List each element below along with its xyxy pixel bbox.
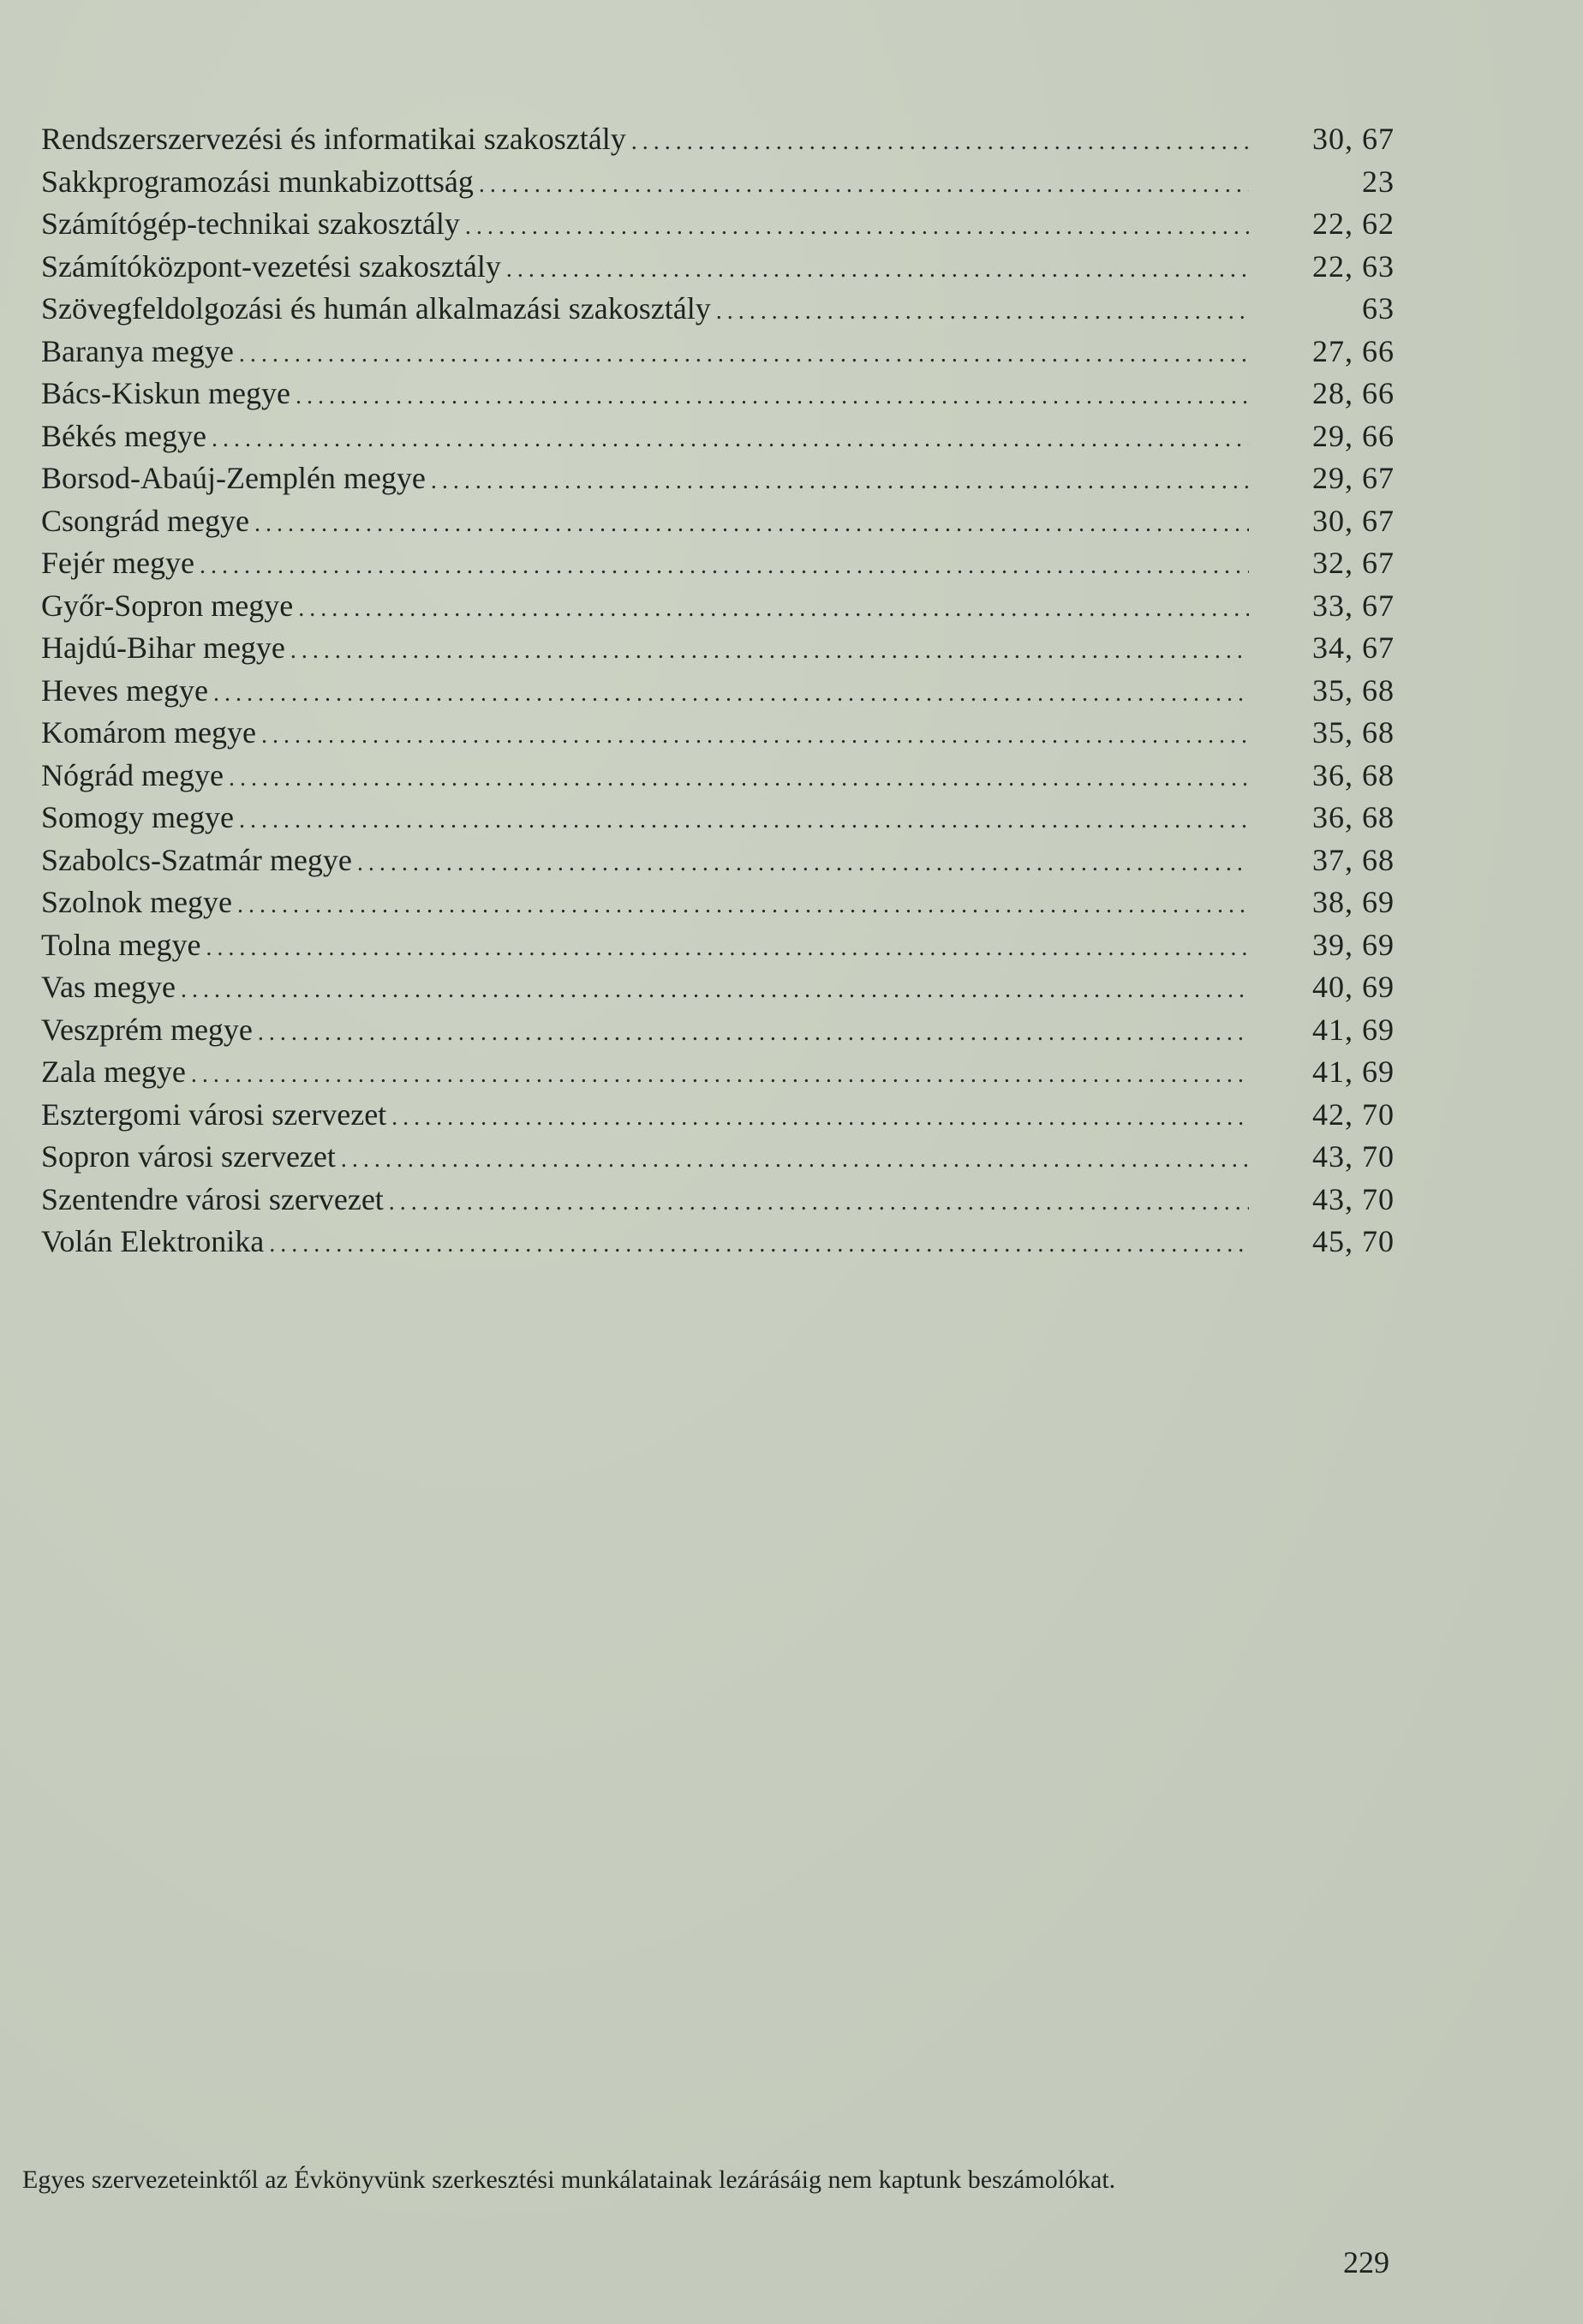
index-entry [41,924,1395,967]
entry-pages: 32, 67 [1312,546,1395,580]
page-number: 229 [1343,2245,1389,2279]
entry-pages: 45, 70 [1312,1224,1395,1258]
index-entry [41,500,1395,543]
entry-title: Csongrád megye [41,503,249,538]
entry-title: Tolna megye [41,927,201,962]
entry-title: Számítóközpont-vezetési szakosztály [41,248,501,284]
entry-title: Sopron városi szervezet [41,1139,336,1174]
entry-title: Heves megye [41,672,208,708]
entry-title: Rendszerszervezési és informatikai szakosztály [41,122,626,156]
index-entry [41,839,1395,882]
index-entry [41,118,1395,161]
entry-pages: 41, 69 [1312,1054,1395,1089]
index-entry [41,1094,1395,1137]
entry-title: Veszprém megye [41,1012,253,1047]
dot-leader [181,969,1249,1012]
entry-pages: 41, 69 [1312,1012,1395,1047]
dot-leader [290,630,1249,672]
index-entry [41,457,1395,500]
entry-pages: 38, 69 [1312,885,1395,919]
dot-leader [213,672,1249,715]
index-entry [41,797,1395,839]
dot-leader [716,290,1249,333]
index-entry [41,1221,1395,1264]
index-entry [41,1136,1395,1179]
dot-leader [206,927,1249,970]
dot-leader [479,164,1249,206]
entry-pages: 37, 68 [1312,842,1395,877]
index-entry [41,1179,1395,1222]
index-entry [41,415,1395,458]
dot-leader [239,333,1249,376]
entry-title: Borsod-Abaúj-Zemplén megye [41,461,426,495]
footnote: Egyes szervezeteinktől az Évkönyvünk szerkesztési munkálatainak lezárásáig nem kaptunk beszámolókat. [22,2166,1116,2194]
entry-pages: 22, 62 [1312,206,1395,241]
entry-title: Somogy megye [41,800,234,834]
index-entry [41,542,1395,585]
entry-pages: 28, 66 [1312,376,1395,410]
entry-title: Szövegfeldolgozási és humán alkalmazási szakosztály [41,291,711,326]
entry-title: Szentendre városi szervezet [41,1181,384,1216]
index-entry [41,755,1395,798]
entry-title: Zala megye [41,1054,186,1089]
entry-title: Fejér megye [41,546,194,580]
entry-pages: 30, 67 [1312,122,1395,156]
dot-leader [261,714,1249,757]
entry-pages: 36, 68 [1312,800,1395,834]
entry-title: Komárom megye [41,715,256,750]
entry-title: Számítógép-technikai szakosztály [41,206,460,241]
entry-pages: 43, 70 [1312,1139,1395,1174]
dot-leader [191,1054,1249,1096]
dot-leader [212,418,1249,461]
entry-pages: 36, 68 [1312,757,1395,792]
entry-pages: 40, 69 [1312,970,1395,1004]
entry-pages: 23 [1362,164,1395,199]
dot-leader [465,206,1249,248]
entry-pages: 42, 70 [1312,1096,1395,1132]
dot-leader [357,842,1249,885]
entry-pages: 22, 63 [1312,248,1395,284]
index-entry [41,670,1395,713]
dot-leader [389,1181,1249,1224]
dot-leader [200,545,1249,588]
index-entry [41,161,1395,204]
entry-pages: 43, 70 [1312,1181,1395,1216]
dot-leader [506,248,1249,291]
entry-title: Volán Elektronika [41,1224,265,1258]
entry-pages: 29, 66 [1312,418,1395,453]
index-entry [41,881,1395,924]
entry-pages: 33, 67 [1312,588,1395,623]
entry-pages: 30, 67 [1312,503,1395,538]
index-entry [41,373,1395,415]
entry-title: Békés megye [41,418,206,453]
index-entry [41,246,1395,289]
entry-pages: 27, 66 [1312,333,1395,368]
index-list [41,118,1395,1264]
dot-leader [296,375,1249,418]
index-entry [41,966,1395,1009]
entry-title: Nógrád megye [41,757,224,792]
dot-leader [341,1138,1249,1181]
index-entry [41,1051,1395,1094]
entry-title: Szolnok megye [41,885,232,919]
dot-leader [269,1223,1249,1266]
entry-title: Bács-Kiskun megye [41,376,290,410]
entry-title: Szabolcs-Szatmár megye [41,842,352,877]
index-entry [41,585,1395,628]
index-entry [41,203,1395,246]
entry-pages: 34, 67 [1312,630,1395,665]
index-entry [41,1009,1395,1052]
entry-pages: 39, 69 [1312,927,1395,962]
dot-leader [631,121,1249,164]
entry-pages: 35, 68 [1312,672,1395,708]
dot-leader [254,503,1249,546]
dot-leader [431,460,1249,503]
dot-leader [298,588,1249,630]
entry-pages: 35, 68 [1312,715,1395,750]
index-entry [41,331,1395,373]
dot-leader [239,799,1249,842]
entry-title: Győr-Sopron megye [41,588,294,623]
index-entry [41,712,1395,755]
entry-pages: 29, 67 [1312,461,1395,495]
dot-leader [258,1012,1249,1054]
index-entry [41,288,1395,331]
entry-title: Esztergomi városi szervezet [41,1096,387,1132]
entry-title: Baranya megye [41,333,234,368]
index-entry [41,627,1395,670]
entry-title: Vas megye [41,970,176,1004]
entry-pages: 63 [1362,291,1395,326]
dot-leader [391,1096,1249,1139]
dot-leader [237,884,1249,927]
dot-leader [229,757,1249,800]
entry-title: Sakkprogramozási munkabizottság [41,164,474,199]
entry-title: Hajdú-Bihar megye [41,630,285,665]
